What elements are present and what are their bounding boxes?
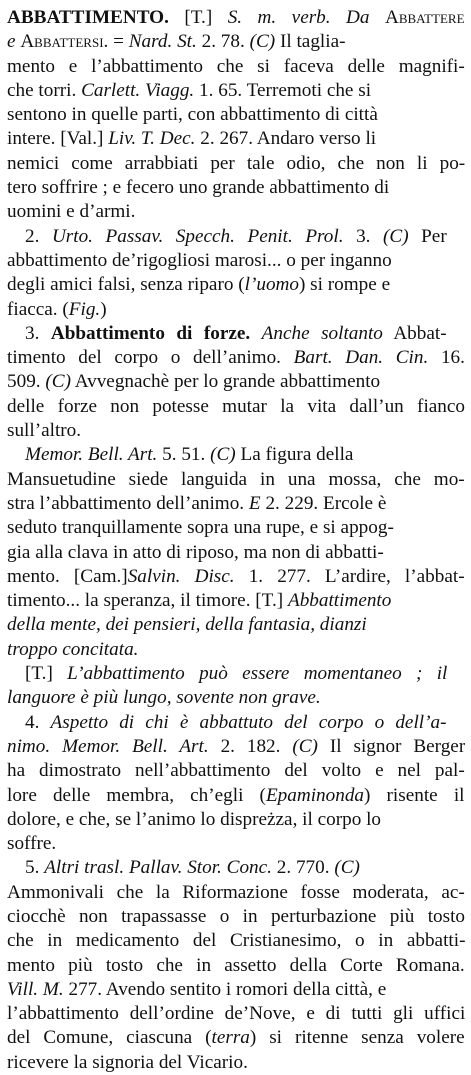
entry-text: soffre. [7,833,57,855]
entry-text: del Comune, ciascuna ( [7,1027,212,1049]
entry-text: abbattimento de’rigogliosi marosi... o per inganno [7,249,392,271]
entry-text: lore delle membra, ch’egli ( [7,784,266,806]
entry-italic-text: (C) [210,444,236,466]
entry-line [7,30,465,54]
dictionary-entry-abbattimento [7,6,465,1075]
entry-text: sull’altro. [7,420,82,442]
entry-line [7,711,465,735]
entry-text: 2. 229. Ercole è [260,492,387,514]
entry-italic-text: E [248,492,261,514]
entry-line [7,759,465,783]
entry-italic-text: (C) [45,371,71,393]
entry-italic-text: Nard. St. [128,31,197,53]
entry-text: ha dimostrato nell’abbattimento del volto e nel pal- [7,760,465,782]
entry-text: 5. [25,857,45,879]
entry-text: uomini e d’armi. [7,201,136,223]
entry-line [7,978,465,1002]
entry-italic-text: Carlett. Viagg. [81,79,195,101]
entry-italic-text: Epaminonda [265,784,365,806]
entry-text: 3. [343,225,383,247]
entry-italic-text: nimo. Memor. Bell. Art. [7,735,209,757]
entry-text: 509. [7,371,46,393]
entry-italic-text: languore è più lungo, sovente non grave. [7,687,321,709]
entry-line [7,443,465,467]
entry-text: Il signor Berger [317,735,465,757]
entry-line [7,249,465,273]
entry-text: . = [103,31,129,53]
entry-line [7,784,465,808]
entry-line [7,954,465,978]
entry-text: stra l’abbattimento dell’animo. [7,492,249,514]
entry-italic-text: (C) [249,31,276,53]
entry-italic-text: L’abbattimento può essere momentaneo ; il [67,663,448,685]
entry-text: timento... la speranza, il timore. [T.] [7,590,288,612]
entry-line [7,808,465,832]
entry-italic-text: S. m. verb. Da [227,7,385,28]
entry-italic-text: Abbattimento [287,590,392,612]
entry-italic-text: Anche soltanto [261,322,383,344]
entry-text: che torri. [7,79,82,101]
entry-text: 2. 770. [271,857,335,879]
entry-italic-text: Bart. Dan. Cin. [293,347,429,369]
entry-line [7,832,465,856]
entry-text: che in medicamento del Cristianesimo, o in abbatti- [7,930,465,952]
entry-text: sentono in quelle parti, con abbattimento di città [7,104,378,126]
entry-text: 1. 65. Terremoti che si [194,79,372,101]
entry-text: ) si ritenne senza volere [249,1027,465,1049]
entry-text: Abbat- [382,322,447,344]
entry-italic-text: Urto. Passav. Specch. Penit. Prol. [51,225,344,247]
entry-line [7,492,465,516]
entry-italic-text: l’uomo [244,274,299,296]
entry-text: gia alla clava in atto di riposo, ma non di abbatti- [7,541,384,563]
entry-italic-text: troppo concitata. [7,638,139,660]
entry-text: mento e l’abbattimento che si faceva delle magnifi- [7,55,465,77]
entry-line [7,127,465,151]
entry-line [7,881,465,905]
entry-italic-text: (C) [334,857,360,879]
entry-line [7,298,465,322]
entry-line [7,79,465,103]
entry-italic-text: (C) [292,735,318,757]
entry-italic-text: Salvin. Disc. [127,565,235,587]
entry-line [7,200,465,224]
entry-line [7,1026,465,1050]
entry-line [7,1051,465,1075]
entry-text: [T.] [25,663,68,685]
entry-text: 4. [25,711,51,733]
entry-line [7,55,465,79]
entry-line [7,541,465,565]
entry-text: 2. 78. [196,31,250,53]
entry-line [7,686,465,710]
entry-line [7,856,465,880]
entry-line [7,468,465,492]
entry-line [7,565,465,589]
entry-line [7,638,465,662]
entry-text: Avvegnachè per lo grande abbattimento [70,371,381,393]
entry-italic-text: della mente, dei pensieri, della fantasia, dianzi [7,614,367,636]
entry-line [7,662,465,686]
entry-italic-text: (C) [383,225,409,247]
entry-line [7,152,465,176]
entry-line [7,929,465,953]
entry-line [7,322,465,346]
entry-text: l’abbattimento dell’ordine de’Nove, e di tutti gli uffici [7,1003,465,1025]
entry-text: Il taglia- [275,31,346,53]
entry-heading-text: ABBATTIMENTO. [7,7,169,28]
entry-text: timento del corpo o dell’animo. [7,347,294,369]
entry-line [7,176,465,200]
entry-text: Per [408,225,447,247]
entry-heading-text: Abbattimento di forze. [50,322,251,344]
entry-text: mento. [Cam.] [7,565,128,587]
entry-italic-text: Fig. [68,298,101,320]
entry-line [7,419,465,443]
entry-line [7,273,465,297]
entry-text [250,323,261,344]
entry-text: ricevere la signoria del Vicario. [7,1051,248,1073]
entry-line [7,103,465,127]
entry-text: 1. 277. L’ardire, l’abbat- [234,565,465,587]
entry-text: ciocchè non trapassasse o in perturbazione più tosto [7,905,465,927]
entry-text: nemici come arrabbiati per tale odio, che non li po- [7,152,465,174]
entry-text: delle forze non potesse mutar la vita dall’un fianco [7,395,465,417]
entry-text: 5. 51. [157,444,211,466]
entry-text: 3. [25,322,51,344]
entry-line [7,6,465,30]
entry-text: Abbattersi [20,31,104,53]
entry-line [7,225,465,249]
entry-text: 2. [25,225,52,247]
entry-text: dolore, e che, se l’animo lo dispreżza, il corpo lo [7,808,382,830]
entry-text: 277. Avendo sentito i romori della città, e [63,978,387,1000]
entry-italic-text: Memor. Bell. Art. [25,444,158,466]
entry-text: La figura della [235,444,354,466]
entry-text: seduto tranquillamente sopra una rupe, e si appog- [7,517,394,539]
entry-line [7,516,465,540]
entry-line [7,613,465,637]
entry-text: ) si rompe e [298,274,391,296]
entry-line [7,905,465,929]
entry-italic-text: Liv. T. Dec. [108,128,196,150]
entry-line [7,370,465,394]
entry-line [7,1002,465,1026]
entry-text: mento più tosto che in assetto della Corte Romana. [7,954,465,976]
entry-line [7,346,465,370]
entry-text: Abbattere [384,7,465,28]
entry-text: ) [100,298,107,320]
entry-text: [T.] [168,7,228,28]
entry-italic-text: Altri trasl. Pallav. Stor. Conc. [44,857,272,879]
entry-text: ) risente il [364,784,465,806]
entry-italic-text: Aspetto di chi è abbattuto del corpo o dell’a- [50,711,447,733]
entry-line [7,589,465,613]
entry-italic-text: terra [211,1027,250,1049]
entry-line [7,395,465,419]
entry-text: Ammonivali che la Riformazione fosse moderata, ac- [7,881,465,903]
entry-italic-text: Vill. M. [7,978,64,1000]
entry-text: fiacca. ( [7,298,69,320]
entry-text: intere. [Val.] [7,128,109,150]
entry-text: degli amici falsi, senza riparo ( [7,274,245,296]
entry-text: Mansuetudine siede languida in una mossa, che mo- [7,468,465,490]
entry-italic-text: e [7,31,21,53]
entry-line [7,735,465,759]
entry-text: 16. [428,347,465,369]
entry-text: tero soffrire ; e fecero uno grande abbattimento di [7,177,390,199]
entry-text: 2. 182. [208,735,293,757]
entry-text: 2. 267. Andaro verso li [195,128,377,150]
